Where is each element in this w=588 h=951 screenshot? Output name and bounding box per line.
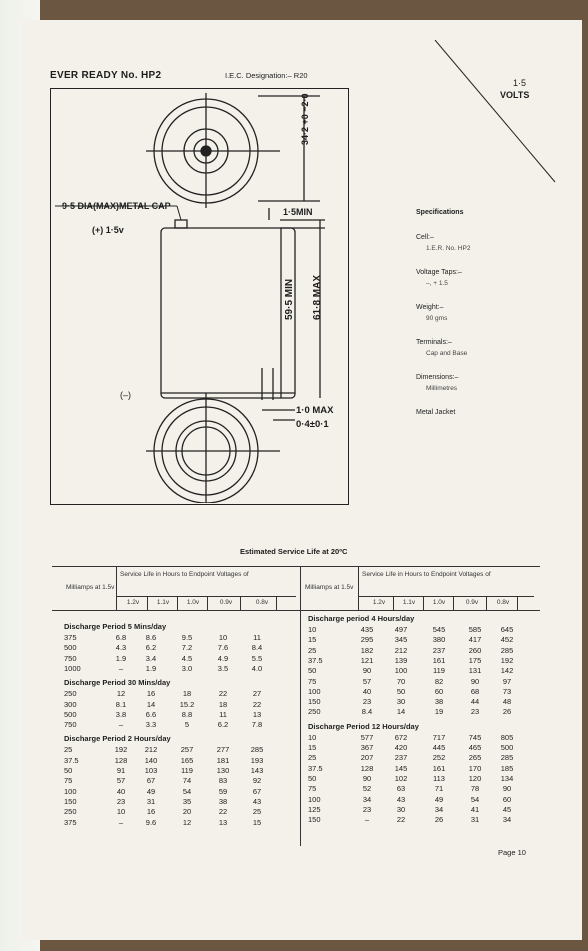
table-cell-hours: 57 [362,676,372,686]
voltage-rule-left [116,596,296,597]
table-cell-hours: 26 [434,815,444,825]
table-cell-milliamps: 750 [64,720,77,730]
table-cell-milliamps: 10 [308,732,317,742]
table-cell-hours: 74 [182,776,192,786]
table-cell-hours: 10 [116,807,126,817]
table-cell-hours: 212 [144,745,158,755]
table-cell-milliamps: 50 [64,766,73,775]
table-cell-hours: 70 [396,676,406,686]
table-cell-hours: 34 [434,804,444,814]
table-cell-hours: 68 [470,686,480,696]
spec-value: Millimetres [426,385,458,392]
section-title-left: Discharge Period 2 Hours/day [64,734,171,744]
volts-label: VOLTS [500,90,530,100]
voltage-header-right: 0.9v [465,599,479,606]
table-cell-hours: 257 [180,745,194,755]
table-cell-hours: 6.2 [145,643,157,653]
table-cell-hours: – [118,720,124,730]
table-cell-hours: 23 [362,697,372,707]
table-cell-milliamps: 75 [308,784,317,794]
spec-label: Cell:– [416,234,434,241]
voltage-header-left: 1.0v [186,599,200,606]
spec-value: 1.E.R. No. HP2 [426,245,471,252]
table-cell-hours: 90 [362,773,372,783]
table-cell-hours: 8.8 [181,709,193,719]
table-cell-hours: 128 [114,755,128,765]
table-cell-hours: 3.0 [181,663,193,673]
table-cell-hours: 121 [360,655,374,665]
table-cell-hours: 252 [432,753,446,763]
table-cell-hours: 130 [216,766,230,775]
table-cell-hours: 13 [252,709,262,719]
service-life-header-right: Service Life in Hours to Endpoint Voltages of [362,571,491,578]
table-cell-hours: 11 [219,709,227,719]
table-cell-hours: 445 [432,743,446,752]
table-cell-hours: 6.6 [145,709,157,719]
table-cell-hours: 23 [470,707,480,717]
table-cell-milliamps: 250 [308,707,321,717]
metal-cap-label: 9·5 DIA(MAX)METAL CAP [62,201,171,211]
table-cell-hours: 119 [433,666,445,676]
table-cell-hours: 285 [500,753,514,763]
dim-bottom-max-label: 1·0 MAX [296,405,334,416]
table-cell-milliamps: 100 [64,786,77,796]
table-cell-hours: 113 [433,773,445,783]
table-cell-hours: 59 [218,786,228,796]
table-cell-hours: 4.9 [217,653,229,663]
table-cell-hours: 4.3 [115,643,127,653]
table-cell-hours: 60 [502,794,512,804]
table-cell-hours: 54 [470,794,480,804]
table-cell-milliamps: 75 [64,776,73,786]
battery-drawing [50,88,347,503]
table-cell-hours: 285 [500,645,514,655]
table-cell-hours: 48 [502,697,512,707]
table-cell-hours: 11 [253,633,261,642]
table-cell-hours: 103 [144,766,158,775]
table-cell-milliamps: 50 [308,773,317,783]
table-cell-hours: 8.4 [361,707,373,717]
section-title-right: Discharge period 4 Hours/day [308,614,415,623]
table-cell-hours: 745 [468,732,482,742]
table-cell-hours: 8.1 [115,699,127,709]
table-cell-milliamps: 150 [308,697,321,707]
table-cell-milliamps: 750 [64,653,77,663]
header-divider-left [116,566,117,610]
table-cell-hours: 277 [216,745,230,755]
table-cell-milliamps: 300 [64,699,77,709]
table-cell-hours: 60 [434,686,444,696]
table-cell-hours: 90 [470,676,480,686]
table-cell-hours: 16 [146,689,156,699]
table-cell-hours: 16 [146,807,156,817]
spec-label: Metal Jacket [416,409,456,416]
table-cell-hours: 805 [500,732,514,742]
table-cell-hours: 41 [470,804,480,814]
spec-value: Cap and Base [426,350,468,357]
table-cell-hours: 285 [250,745,264,755]
table-cell-hours: 5 [184,720,190,730]
table-cell-hours: 10 [218,633,228,642]
table-cell-hours: – [364,815,370,825]
table-cell-hours: 465 [468,743,482,752]
table-cell-hours: 40 [116,786,126,796]
table-cell-hours: 26 [502,707,512,717]
spec-label: Voltage Taps:– [416,269,462,276]
table-cell-hours: 139 [394,655,408,665]
table-cell-hours: 18 [182,689,192,699]
table-cell-hours: 295 [360,635,374,645]
table-cell-hours: 49 [434,794,444,804]
table-cell-hours: 20 [182,807,192,817]
voltage-header-left: 0.9v [219,599,233,606]
table-cell-hours: 7.8 [251,720,263,730]
table-cell-hours: 102 [394,773,408,783]
voltage-divider-left [276,596,277,610]
table-cell-hours: 128 [360,763,374,773]
table-cell-milliamps: 250 [64,807,77,817]
table-cell-hours: 672 [394,732,408,742]
table-cell-hours: 170 [468,763,482,773]
table-cell-hours: 40 [362,686,372,696]
table-cell-hours: 6.2 [217,720,229,730]
table-cell-hours: 193 [250,755,264,765]
table-cell-hours: 23 [362,804,372,814]
table-cell-hours: 91 [116,766,126,775]
table-cell-hours: 500 [500,743,514,752]
table-cell-hours: 142 [500,666,514,676]
table-cell-hours: 71 [434,784,444,794]
table-cell-hours: 45 [502,804,512,814]
table-cell-hours: 4.5 [181,653,193,663]
table-cell-hours: 15.2 [179,699,195,709]
page-number: Page 10 [498,848,526,857]
table-cell-hours: 9.6 [145,817,157,827]
header-bottom-rule-right [300,610,540,611]
voltage-divider-right [517,596,518,610]
table-cell-hours: 7.2 [181,643,193,653]
table-cell-milliamps: 375 [64,633,77,642]
table-cell-hours: 38 [218,796,228,806]
dim-diameter-label: 34·2 +0 −2·0 [300,93,310,145]
voltage-header-right: 1.1v [402,599,416,606]
table-cell-hours: 100 [394,666,408,676]
table-cell-hours: 22 [218,689,228,699]
table-cell-hours: 30 [396,697,406,707]
table-cell-hours: 38 [434,697,444,707]
dim-bottom-tolerance-label: 0·4±0·1 [296,419,329,430]
table-cell-hours: 1.9 [145,663,157,673]
spec-label: Terminals:– [416,339,452,346]
table-cell-hours: 90 [502,784,512,794]
voltage-header-left: 0.8v [255,599,269,606]
table-cell-hours: 23 [116,796,126,806]
voltage-header-right: 0.8v [496,599,510,606]
table-cell-hours: 119 [181,766,193,775]
table-cell-hours: – [118,817,124,827]
table-cell-hours: 82 [434,676,444,686]
table-cell-hours: 185 [500,763,514,773]
table-cell-hours: 43 [396,794,406,804]
voltage-header-right: 1.2v [372,599,386,606]
spec-value: –, + 1.5 [426,280,448,287]
table-cell-hours: 6.8 [115,633,127,642]
table-cell-hours: 3.8 [115,709,127,719]
table-cell-hours: 34 [502,815,512,825]
table-cell-milliamps: 125 [308,804,321,814]
section-title-left: Discharge Period 5 Mins/day [64,622,167,631]
table-cell-hours: 83 [218,776,228,786]
section-title-left: Discharge Period 30 Mins/day [64,678,171,688]
table-cell-hours: 44 [470,697,480,707]
table-cell-milliamps: 37.5 [64,755,79,765]
table-cell-milliamps: 150 [308,815,321,825]
table-cell-hours: 5.5 [251,653,263,663]
table-cell-hours: 12 [116,689,126,699]
table-cell-hours: 717 [432,732,446,742]
table-cell-hours: 34 [362,794,372,804]
table-cell-hours: 18 [218,699,228,709]
table-cell-hours: 54 [182,786,192,796]
table-cell-milliamps: 250 [64,689,77,699]
table-cell-hours: 8.4 [251,643,263,653]
table-cell-hours: 182 [360,645,374,655]
negative-terminal-label: (–) [120,390,131,400]
table-cell-hours: 67 [252,786,262,796]
table-center-rule [300,566,301,846]
table-cell-hours: 585 [468,625,482,634]
milliamps-header-right: Milliamps at 1.5v [305,584,354,591]
table-cell-hours: 97 [502,676,512,686]
table-cell-hours: 207 [360,753,374,763]
table-cell-hours: 22 [396,815,406,825]
battery-title: EVER READY No. HP2 [50,70,162,81]
table-cell-hours: 577 [360,732,374,742]
voltage-divider-right [453,596,454,610]
voltage-divider-left [240,596,241,610]
table-cell-hours: 3.4 [145,653,157,663]
table-cell-hours: 380 [432,635,446,645]
table-cell-hours: 31 [470,815,480,825]
voltage-header-left: 1.2v [126,599,140,606]
table-cell-milliamps: 500 [64,643,77,653]
dim-overall-label: 61·8 MAX [312,274,323,320]
table-cell-hours: 497 [394,625,408,634]
table-cell-milliamps: 100 [308,794,321,804]
table-cell-hours: 4.0 [251,663,263,673]
table-cell-hours: 50 [396,686,406,696]
dim-min-label: 1·5MIN [283,207,313,217]
table-cell-hours: 417 [468,635,482,645]
table-cell-hours: 35 [182,796,192,806]
table-cell-hours: 545 [432,625,446,634]
table-cell-hours: 452 [500,635,514,645]
specifications-title: Specifications [416,209,464,216]
table-cell-hours: 8.6 [145,633,157,642]
table-title: Estimated Service Life at 20ºC [240,547,348,556]
table-cell-hours: 57 [116,776,126,786]
table-cell-milliamps: 10 [308,625,317,634]
table-cell-hours: 22 [218,807,228,817]
table-cell-hours: 30 [396,804,406,814]
table-cell-milliamps: 37.5 [308,763,323,773]
service-life-header-left: Service Life in Hours to Endpoint Voltages of [120,571,249,578]
table-cell-milliamps: 100 [308,686,321,696]
table-cell-milliamps: 25 [308,753,317,763]
table-cell-hours: 25 [252,807,262,817]
table-cell-milliamps: 25 [308,645,317,655]
table-cell-hours: 31 [146,796,156,806]
table-cell-hours: 14 [146,699,156,709]
voltage-header-right: 1.0v [432,599,446,606]
table-cell-milliamps: 1000 [64,663,81,673]
table-cell-hours: 237 [432,645,446,655]
table-cell-hours: 9.5 [181,633,193,642]
table-cell-hours: 420 [394,743,408,752]
table-cell-milliamps: 375 [64,817,77,827]
voltage-divider-right [486,596,487,610]
table-cell-hours: 192 [114,745,128,755]
table-cell-hours: 120 [468,773,482,783]
table-cell-hours: 645 [500,625,514,634]
table-cell-hours: 78 [470,784,480,794]
table-cell-hours: 1.9 [115,653,127,663]
voltage-rule-right [358,596,534,597]
table-cell-hours: 143 [250,766,264,775]
table-cell-hours: 161 [432,655,446,665]
dim-body-label: 59·5 MIN [284,278,295,320]
table-cell-hours: 140 [144,755,158,765]
table-cell-hours: 134 [500,773,514,783]
table-cell-hours: 3.3 [145,720,157,730]
header-divider-right [358,566,359,610]
table-cell-hours: 73 [502,686,512,696]
corner-fold-line [430,40,588,190]
table-cell-hours: 3.5 [217,663,229,673]
table-cell-hours: 27 [252,689,262,699]
table-cell-hours: 260 [468,645,482,655]
table-cell-milliamps: 15 [308,743,317,752]
header-bottom-rule-left [52,610,300,611]
table-cell-hours: 52 [362,784,372,794]
voltage-header-left: 1.1v [156,599,170,606]
table-cell-hours: 237 [394,753,408,763]
table-cell-hours: 265 [468,753,482,763]
table-cell-milliamps: 150 [64,796,77,806]
positive-terminal-label: (+) 1·5v [92,225,124,235]
table-cell-hours: 15 [252,817,262,827]
spec-value: 90 gms [426,315,448,322]
volts-value: 1·5 [513,78,527,88]
table-cell-hours: 165 [180,755,194,765]
table-cell-milliamps: 15 [308,635,317,645]
table-cell-hours: 63 [396,784,406,794]
table-top-rule [52,566,540,567]
table-cell-hours: 175 [468,655,482,665]
voltage-divider-left [207,596,208,610]
table-cell-hours: 345 [394,635,408,645]
table-cell-milliamps: 500 [64,709,77,719]
table-cell-hours: 181 [216,755,230,765]
milliamps-header-left: Milliamps at 1.5v [66,584,115,591]
table-cell-milliamps: 75 [308,676,317,686]
spec-label: Weight:– [416,304,444,311]
table-cell-hours: 161 [432,763,446,773]
table-cell-milliamps: 50 [308,666,317,676]
table-cell-milliamps: 25 [64,745,73,755]
table-cell-hours: 92 [252,776,262,786]
table-cell-hours: 90 [362,666,372,676]
table-cell-hours: 435 [360,625,374,634]
table-cell-hours: – [118,663,124,673]
table-cell-hours: 13 [218,817,228,827]
table-cell-milliamps: 37.5 [308,655,323,665]
spec-label: Dimensions:– [416,374,459,381]
table-cell-hours: 43 [252,796,262,806]
table-cell-hours: 145 [394,763,408,773]
table-cell-hours: 192 [500,655,514,665]
table-cell-hours: 22 [252,699,262,709]
table-cell-hours: 212 [394,645,408,655]
table-cell-hours: 14 [396,707,406,717]
table-cell-hours: 49 [146,786,156,796]
table-cell-hours: 67 [146,776,156,786]
section-title-right: Discharge Period 12 Hours/day [308,721,419,731]
table-cell-hours: 367 [360,743,374,752]
table-cell-hours: 12 [182,817,192,827]
table-cell-hours: 7.6 [217,643,229,653]
iec-designation: I.E.C. Designation:– R20 [225,71,308,80]
table-cell-hours: 19 [434,707,444,717]
table-cell-hours: 131 [468,666,482,676]
